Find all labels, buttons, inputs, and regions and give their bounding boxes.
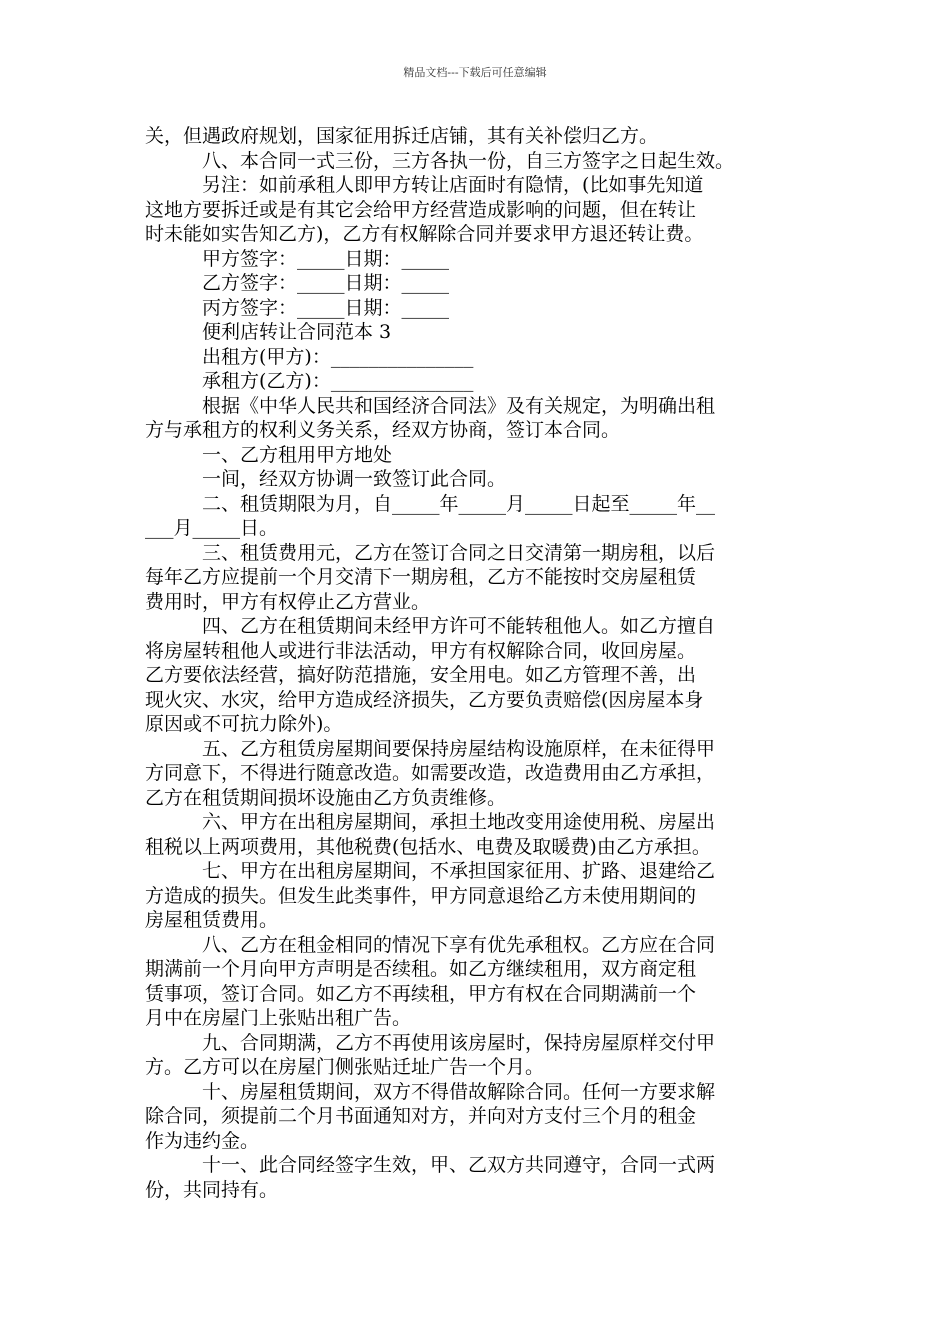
text-line: 方同意下，不得进行随意改造。如需要改造，改造费用由乙方承担， xyxy=(145,762,716,784)
text-line: 出租方(甲方)：_______________ xyxy=(202,345,474,368)
page-header: 精品文档---下载后可任意编辑 xyxy=(403,66,547,79)
text-line: ___月_____日。 xyxy=(145,517,279,539)
text-line: 乙方要依法经营，搞好防范措施，安全用电。如乙方管理不善，出 xyxy=(145,664,697,686)
text-line: 方。乙方可以在房屋门侧张贴迁址广告一个月。 xyxy=(145,1056,545,1078)
text-line: 十、房屋租赁期间，双方不得借故解除合同。任何一方要求解 xyxy=(202,1080,716,1103)
text-line: 乙方签字：_____日期：_____ xyxy=(202,272,450,294)
text-line: 作为违约金。 xyxy=(145,1129,260,1152)
text-line: 除合同，须提前二个月书面通知对方，并向对方支付三个月的租金 xyxy=(145,1105,697,1127)
text-line: 便利店转让合同范本 3 xyxy=(202,321,392,343)
text-line: 方造成的损失。但发生此类事件，甲方同意退给乙方未使用期间的 xyxy=(145,884,697,907)
text-line: 二、租赁期限为月，自_____年_____月_____日起至_____年__ xyxy=(202,492,716,515)
text-line: 关，但遇政府规划，国家征用拆迁店铺，其有关补偿归乙方。 xyxy=(145,125,659,147)
text-line: 现火灾、水灾，给甲方造成经济损失，乙方要负责赔偿(因房屋本身 xyxy=(145,688,704,711)
text-line: 赁事项，签订合同。如乙方不再续租，甲方有权在合同期满前一个 xyxy=(145,982,697,1005)
text-line: 根据《中华人民共和国经济合同法》及有关规定，为明确出租 xyxy=(202,394,716,417)
text-line: 十一、此合同经签字生效，甲、乙双方共同遵守，合同一式两 xyxy=(202,1154,716,1176)
text-line: 将房屋转租他人或进行非法活动，甲方有权解除合同，收回房屋。 xyxy=(145,639,697,662)
text-line: 一间，经双方协调一致签订此合同。 xyxy=(202,468,507,490)
text-line: 期满前一个月向甲方声明是否续租。如乙方继续租用，双方商定租 xyxy=(145,958,697,980)
text-line: 这地方要拆迁或是有其它会给甲方经营造成影响的问题，但在转让 xyxy=(145,198,697,221)
text-line: 费用时，甲方有权停止乙方营业。 xyxy=(145,590,431,613)
text-line: 七、甲方在出租房屋期间，不承担国家征用、扩路、退建给乙 xyxy=(202,860,716,882)
text-line: 时未能如实告知乙方)，乙方有权解除合同并要求甲方退还转让费。 xyxy=(145,223,704,245)
text-line: 八、本合同一式三份，三方各执一份，自三方签字之日起生效。 xyxy=(202,149,735,172)
document-body xyxy=(145,124,810,1202)
text-line: 份，共同持有。 xyxy=(145,1178,279,1201)
text-line: 另注：如前承租人即甲方转让店面时有隐情，(比如事先知道 xyxy=(202,174,704,196)
text-line: 房屋租赁费用。 xyxy=(145,909,279,931)
text-line: 五、乙方租赁房屋期间要保持房屋结构设施原样，在未征得甲 xyxy=(202,737,716,760)
text-line: 三、租赁费用元，乙方在签订合同之日交清第一期房租，以后 xyxy=(202,541,716,564)
text-line: 方与承租方的权利义务关系，经双方协商，签订本合同。 xyxy=(145,419,621,441)
text-line: 九、合同期满，乙方不再使用该房屋时，保持房屋原样交付甲 xyxy=(202,1031,716,1054)
text-line: 每年乙方应提前一个月交清下一期房租，乙方不能按时交房屋租赁 xyxy=(145,566,697,588)
text-line: 甲方签字：_____日期：_____ xyxy=(202,247,450,270)
text-line: 丙方签字：_____日期：_____ xyxy=(202,296,450,319)
text-line: 乙方在租赁期间损坏设施由乙方负责维修。 xyxy=(145,786,507,809)
text-line: 八、乙方在租金相同的情况下享有优先承租权。乙方应在合同 xyxy=(202,933,716,956)
text-line: 租税以上两项费用，其他税费(包括水、电费及取暖费)由乙方承担。 xyxy=(145,835,711,858)
text-line: 承租方(乙方)：_______________ xyxy=(202,370,474,392)
text-line: 一、乙方租用甲方地处 xyxy=(202,443,393,466)
text-line: 六、甲方在出租房屋期间，承担土地改变用途使用税、房屋出 xyxy=(202,811,716,833)
text-line: 原因或不可抗力除外)。 xyxy=(145,713,343,735)
text-line: 四、乙方在租赁期间未经甲方许可不能转租他人。如乙方擅自 xyxy=(202,615,716,637)
text-line: 月中在房屋门上张贴出租广告。 xyxy=(145,1007,412,1029)
